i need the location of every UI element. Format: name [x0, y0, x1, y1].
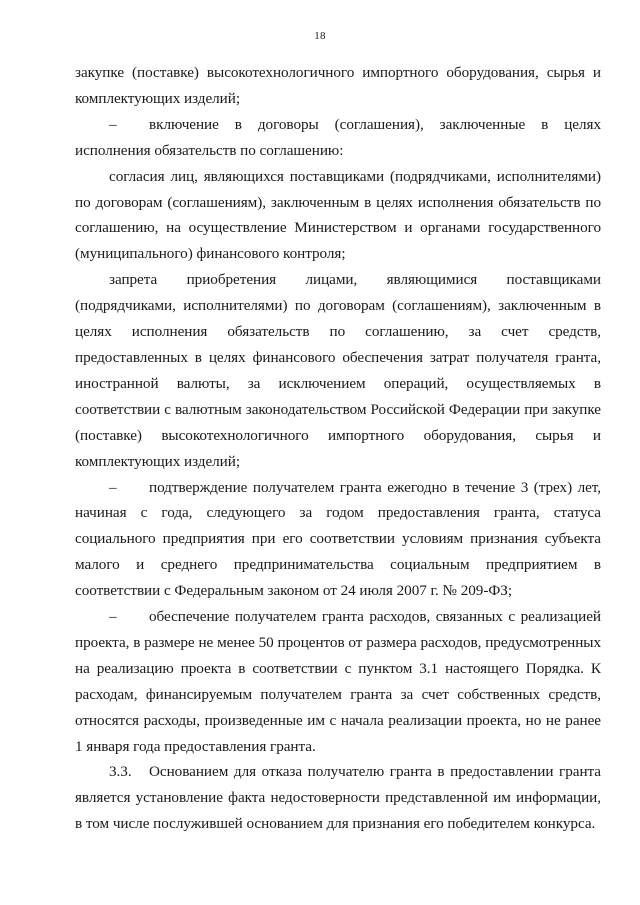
- paragraph: согласия лиц, являющихся поставщиками (подрядчиками, исполнителями) по договорам (соглашениям), заключенным в целях исполнения обязательств по соглашению, на осуществление Министерством и органами государственного (муниципального) финансового контроля;: [75, 167, 601, 263]
- section-text: Основанием для отказа получателю гранта в предоставлении гранта является установление факта недостоверности представленной им информации, в том числе послужившей основанием для признания его победителем конкурса.: [75, 763, 601, 833]
- list-item-dash: [75, 475, 601, 605]
- document-body: [75, 60, 601, 837]
- list-item-dash: [75, 604, 601, 759]
- dash-marker: –: [109, 608, 117, 626]
- dash-marker: –: [109, 478, 117, 496]
- list-item-text: подтверждение получателем гранта ежегодно в течение 3 (трех) лет, начиная с года, следующего за годом предоставления гранта, статуса социального предприятия при его соответствии условиям признания субъекта малого и среднего предпринимательства социальным предприятием в соответствии с Федеральным законом от 24 июля 2007 г. № 209-ФЗ;: [75, 478, 601, 600]
- dash-marker: –: [109, 115, 117, 133]
- list-item-dash: [75, 112, 601, 164]
- list-item-text: обеспечение получателем гранта расходов, связанных с реализацией проекта, в размере не менее 50 процентов от размера расходов, предусмотренных на реализацию проекта в соответствии с пунктом 3.1 настоящего Порядка. К расходам, финансируемым получателем гранта за счет собственных средств, относятся расходы, произведенные им с начала реализации проекта, но не ранее 1 января года предоставления гранта.: [75, 608, 601, 755]
- section-number: 3.3.: [109, 763, 132, 781]
- paragraph: запрета приобретения лицами, являющимися поставщиками (подрядчиками, исполнителями) по договорам (соглашениям), заключенным в целях исполнения обязательств по соглашению, за счет средств, предоставленных в целях финансового обеспечения затрат получателя гранта, иностранной валюты, за исключением операций, осуществляемых в соответствии с валютным законодательством Российской Федерации при закупке (поставке) высокотехнологичного импортного оборудования, сырья и комплектующих изделий;: [75, 271, 601, 470]
- page-number: 18: [314, 30, 326, 42]
- list-item-text: включение в договоры (соглашения), заключенные в целях исполнения обязательств по соглашению:: [75, 115, 601, 159]
- paragraph-continuation: закупке (поставке) высокотехнологичного импортного оборудования, сырья и комплектующих изделий;: [75, 64, 601, 107]
- section-paragraph: [75, 759, 601, 837]
